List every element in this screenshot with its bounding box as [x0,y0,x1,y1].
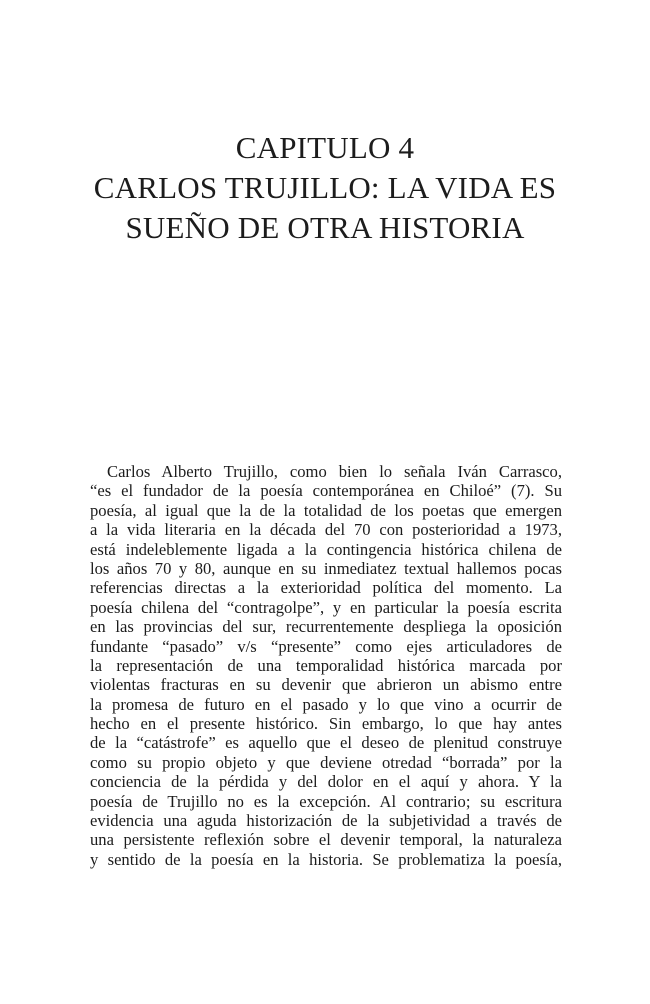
paragraph-line: la promesa de futuro en el pasado y lo que vino a ocurrir de [90,694,562,714]
paragraph-line: una persistente reflexión sobre el devenir temporal, la naturaleza [90,830,562,850]
chapter-title-line-2: SUEÑO DE OTRA HISTORIA [125,210,525,245]
paragraph-line: en las provincias del sur, recurrentemente despliega la oposición [90,617,562,637]
paragraph-line: Carlos Alberto Trujillo, como bien lo señala Iván Carrasco, [107,462,562,481]
chapter-label: CAPITULO 4 [235,130,415,165]
paragraph-line: a la vida literaria en la década del 70 con posterioridad a 1973, [90,520,562,540]
chapter-title-line-1: CARLOS TRUJILLO: LA VIDA ES [93,170,557,205]
paragraph-line: está indeleblemente ligada a la contingencia histórica chilena de [90,539,562,559]
paragraph-line: la representación de una temporalidad histórica marcada por [90,655,562,675]
paragraph-line: y sentido de la poesía en la historia. Se problematiza la poesía, [90,849,562,869]
paragraph-line: evidencia una aguda historización de la subjetividad a través de [90,811,562,831]
paragraph-line: de la “catástrofe” es aquello que el deseo de plenitud construye [90,733,562,753]
paragraph-line: hecho en el presente histórico. Sin embargo, lo que hay antes [90,714,562,734]
chapter-heading [0,128,650,248]
paragraph-line: conciencia de la pérdida y del dolor en el aquí y ahora. Y la [90,772,562,792]
paragraph-line: los años 70 y 80, aunque en su inmediatez textual hallemos pocas [90,558,562,578]
paragraph-line: fundante “pasado” v/s “presente” como ejes articuladores de [90,636,562,656]
paragraph-line: violentas fracturas en su devenir que abrieron un abismo entre [90,675,562,695]
body-paragraph [90,462,562,869]
paragraph-line: referencias directas a la exterioridad política del momento. La [90,578,562,598]
paragraph-line: “es el fundador de la poesía contemporánea en Chiloé” (7). Su [90,481,562,501]
paragraph-line: poesía de Trujillo no es la excepción. Al contrario; su escritura [90,791,562,811]
paragraph-line: poesía chilena del “contragolpe”, y en particular la poesía escrita [90,597,562,617]
paragraph-line: poesía, al igual que la de la totalidad de los poetas que emergen [90,500,562,520]
paragraph-line: como su propio objeto y que deviene otredad “borrada” por la [90,752,562,772]
